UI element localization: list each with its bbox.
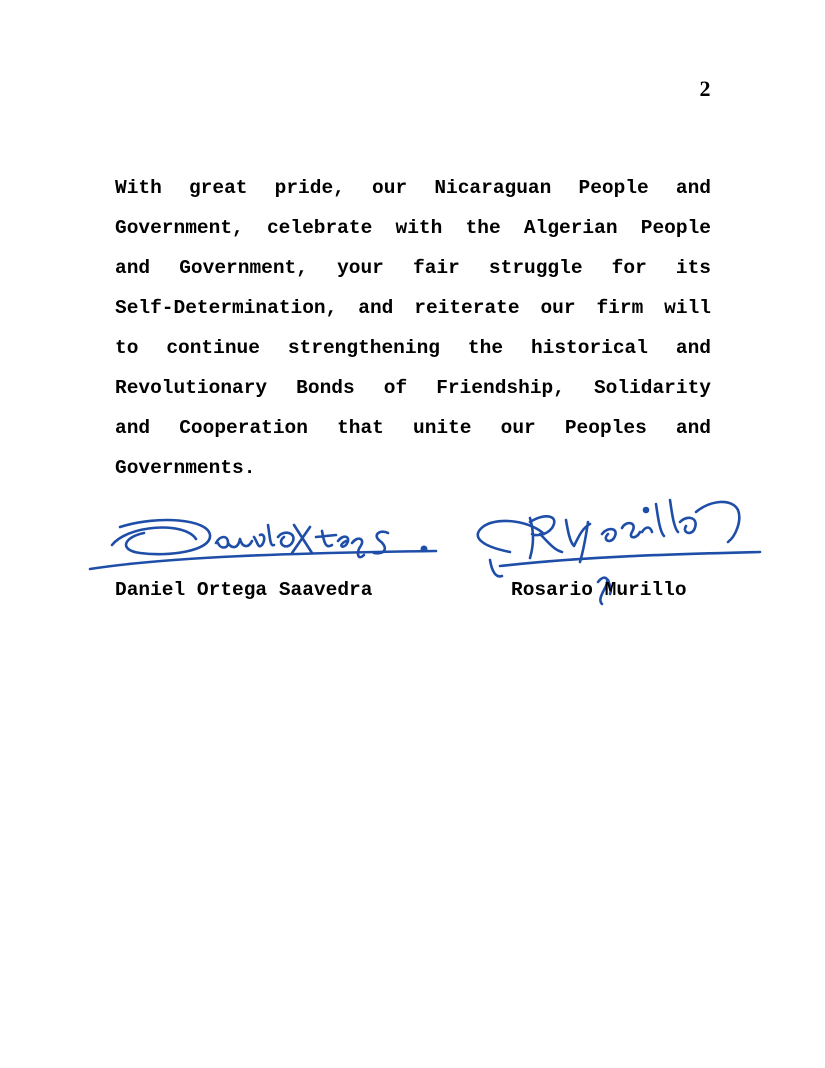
letter-line-4: Self-Determination, and reiterate our firm will — [115, 297, 711, 319]
signature-ortega — [88, 505, 448, 585]
signer-name-murillo: Rosario Murillo — [511, 579, 687, 601]
letter-line-2: Government, celebrate with the Algerian People — [115, 217, 711, 239]
letter-line-6: Revolutionary Bonds of Friendship, Solidarity — [115, 377, 711, 399]
letter-line-8: Governments. — [115, 457, 256, 479]
letter-line-5: to continue strengthening the historical and — [115, 337, 711, 359]
signer-name-ortega: Daniel Ortega Saavedra — [115, 579, 373, 601]
letter-line-3: and Government, your fair struggle for its — [115, 257, 711, 279]
letter-body — [115, 168, 711, 488]
letter-line-7: and Cooperation that unite our Peoples and — [115, 417, 711, 439]
letter-line-1: With great pride, our Nicaraguan People and — [115, 177, 711, 199]
page-number: 2 — [699, 76, 711, 101]
